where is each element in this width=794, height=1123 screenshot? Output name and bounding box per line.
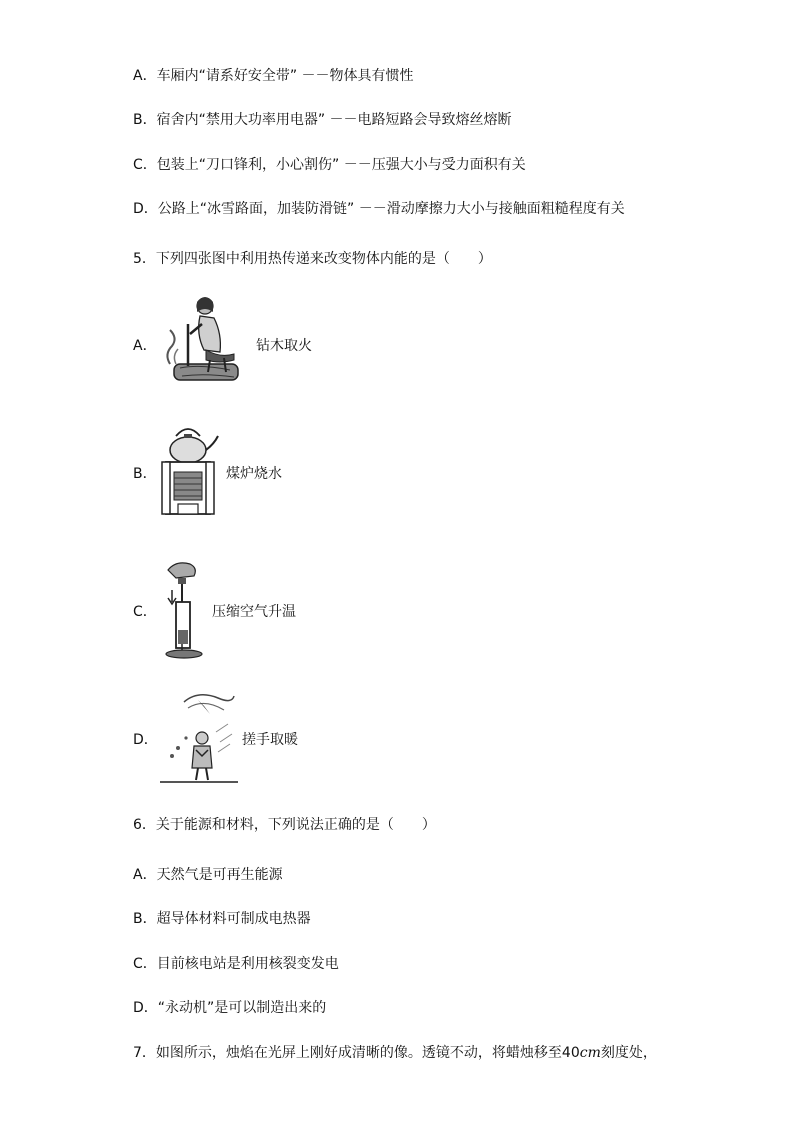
q5-option-b-caption: 煤炉烧水: [226, 466, 282, 482]
q7-unit: cm: [579, 1045, 601, 1061]
q5-stem: 5．下列四张图中利用热传递来改变物体内能的是（ ）: [133, 251, 492, 267]
q5-option-c-caption: 压缩空气升温: [212, 604, 296, 620]
q6-option-b: B．超导体材料可制成电热器: [133, 911, 311, 927]
q4-option-a: A．车厢内“请系好安全带” －－物体具有惯性: [133, 68, 414, 84]
q7-stem-part1: 7．如图所示，烛焰在光屏上刚好成清晰的像。透镜不动，将蜡烛移至40: [133, 1045, 580, 1061]
q4-option-d: D．公路上“冰雪路面，加装防滑链” －－滑动摩擦力大小与接触面粗糙程度有关: [133, 201, 625, 217]
q4-option-b: B．宿舍内“禁用大功率用电器” －－电路短路会导致熔丝熔断: [133, 112, 512, 128]
q6-stem: 6．关于能源和材料，下列说法正确的是（ ）: [133, 817, 436, 833]
q7-stem-part2: 刻度处，: [600, 1045, 657, 1061]
q5-option-a-letter: A．: [133, 338, 157, 354]
rubbing-hands-winter-illustration: [158, 690, 240, 786]
q7-stem: [133, 1043, 657, 1063]
q6-option-a: A．天然气是可再生能源: [133, 867, 283, 883]
air-compression-piston-illustration: [162, 560, 208, 660]
q6-option-d: D．“永动机”是可以制造出来的: [133, 1000, 327, 1016]
q5-option-d-letter: D．: [133, 732, 158, 748]
q5-option-a-caption: 钻木取火: [256, 338, 312, 354]
q6-option-c: C．目前核电站是利用核裂变发电: [133, 956, 339, 972]
q5-option-c-letter: C．: [133, 604, 157, 620]
coal-stove-kettle-illustration: [160, 420, 222, 520]
q4-option-c: C．包装上“刀口锋利，小心割伤” －－压强大小与受力面积有关: [133, 157, 526, 173]
drilling-wood-fire-illustration: [160, 294, 244, 388]
q5-option-b-letter: B．: [133, 466, 157, 482]
q5-option-d-caption: 搓手取暖: [242, 732, 298, 748]
